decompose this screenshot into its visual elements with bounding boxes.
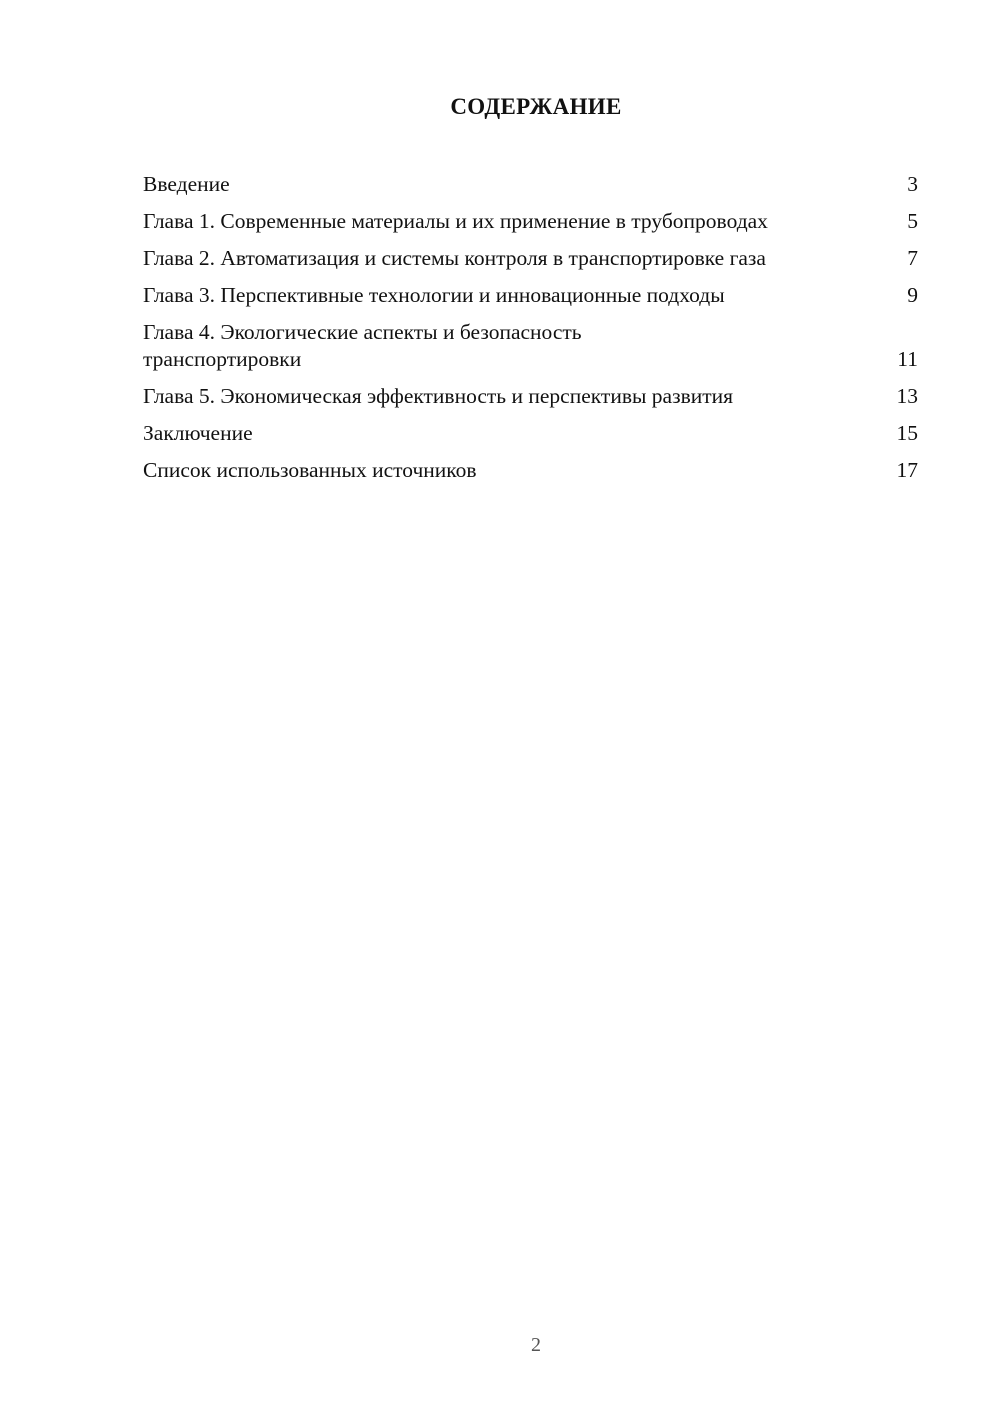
toc-entry-chapter-1[interactable] [143,208,918,235]
toc-entry-chapter-4[interactable] [143,319,918,373]
toc-entry-title: Глава 2. Автоматизация и системы контроля в транспортировке газа [143,246,766,270]
toc-entry-title: Список использованных источников [143,458,477,482]
toc-entry-title: Глава 1. Современные материалы и их применение в трубопроводах [143,209,768,233]
toc-entry-page: 9 [907,283,918,307]
toc-entry-page: 13 [896,384,918,408]
toc-entry-title: Глава 5. Экономическая эффективность и перспективы развития [143,384,734,408]
page-number: 2 [531,1334,541,1356]
toc-entry-title: Заключение [143,421,253,445]
toc-entry-title: Глава 4. Экологические аспекты и безопасность транспортировки [143,320,582,371]
toc-entry-title: Введение [143,172,230,196]
toc-entry-page: 5 [907,209,918,233]
toc-entry-references[interactable] [143,457,918,484]
toc-entry-page: 7 [907,246,918,270]
toc-entry-title: Глава 3. Перспективные технологии и инновационные подходы [143,283,725,307]
toc-entry-page: 17 [896,458,918,482]
toc-entry-chapter-3[interactable] [143,282,918,309]
toc-entry-page: 3 [907,172,918,196]
toc-entry-chapter-2[interactable] [143,245,918,272]
toc-entry-chapter-5[interactable] [143,383,918,410]
page-title: СОДЕРЖАНИЕ [450,94,622,119]
table-of-contents [143,171,918,494]
toc-entry-page: 11 [897,347,918,371]
toc-entry-conclusion[interactable] [143,420,918,447]
toc-entry-page: 15 [896,421,918,445]
toc-entry-introduction[interactable] [143,171,918,198]
